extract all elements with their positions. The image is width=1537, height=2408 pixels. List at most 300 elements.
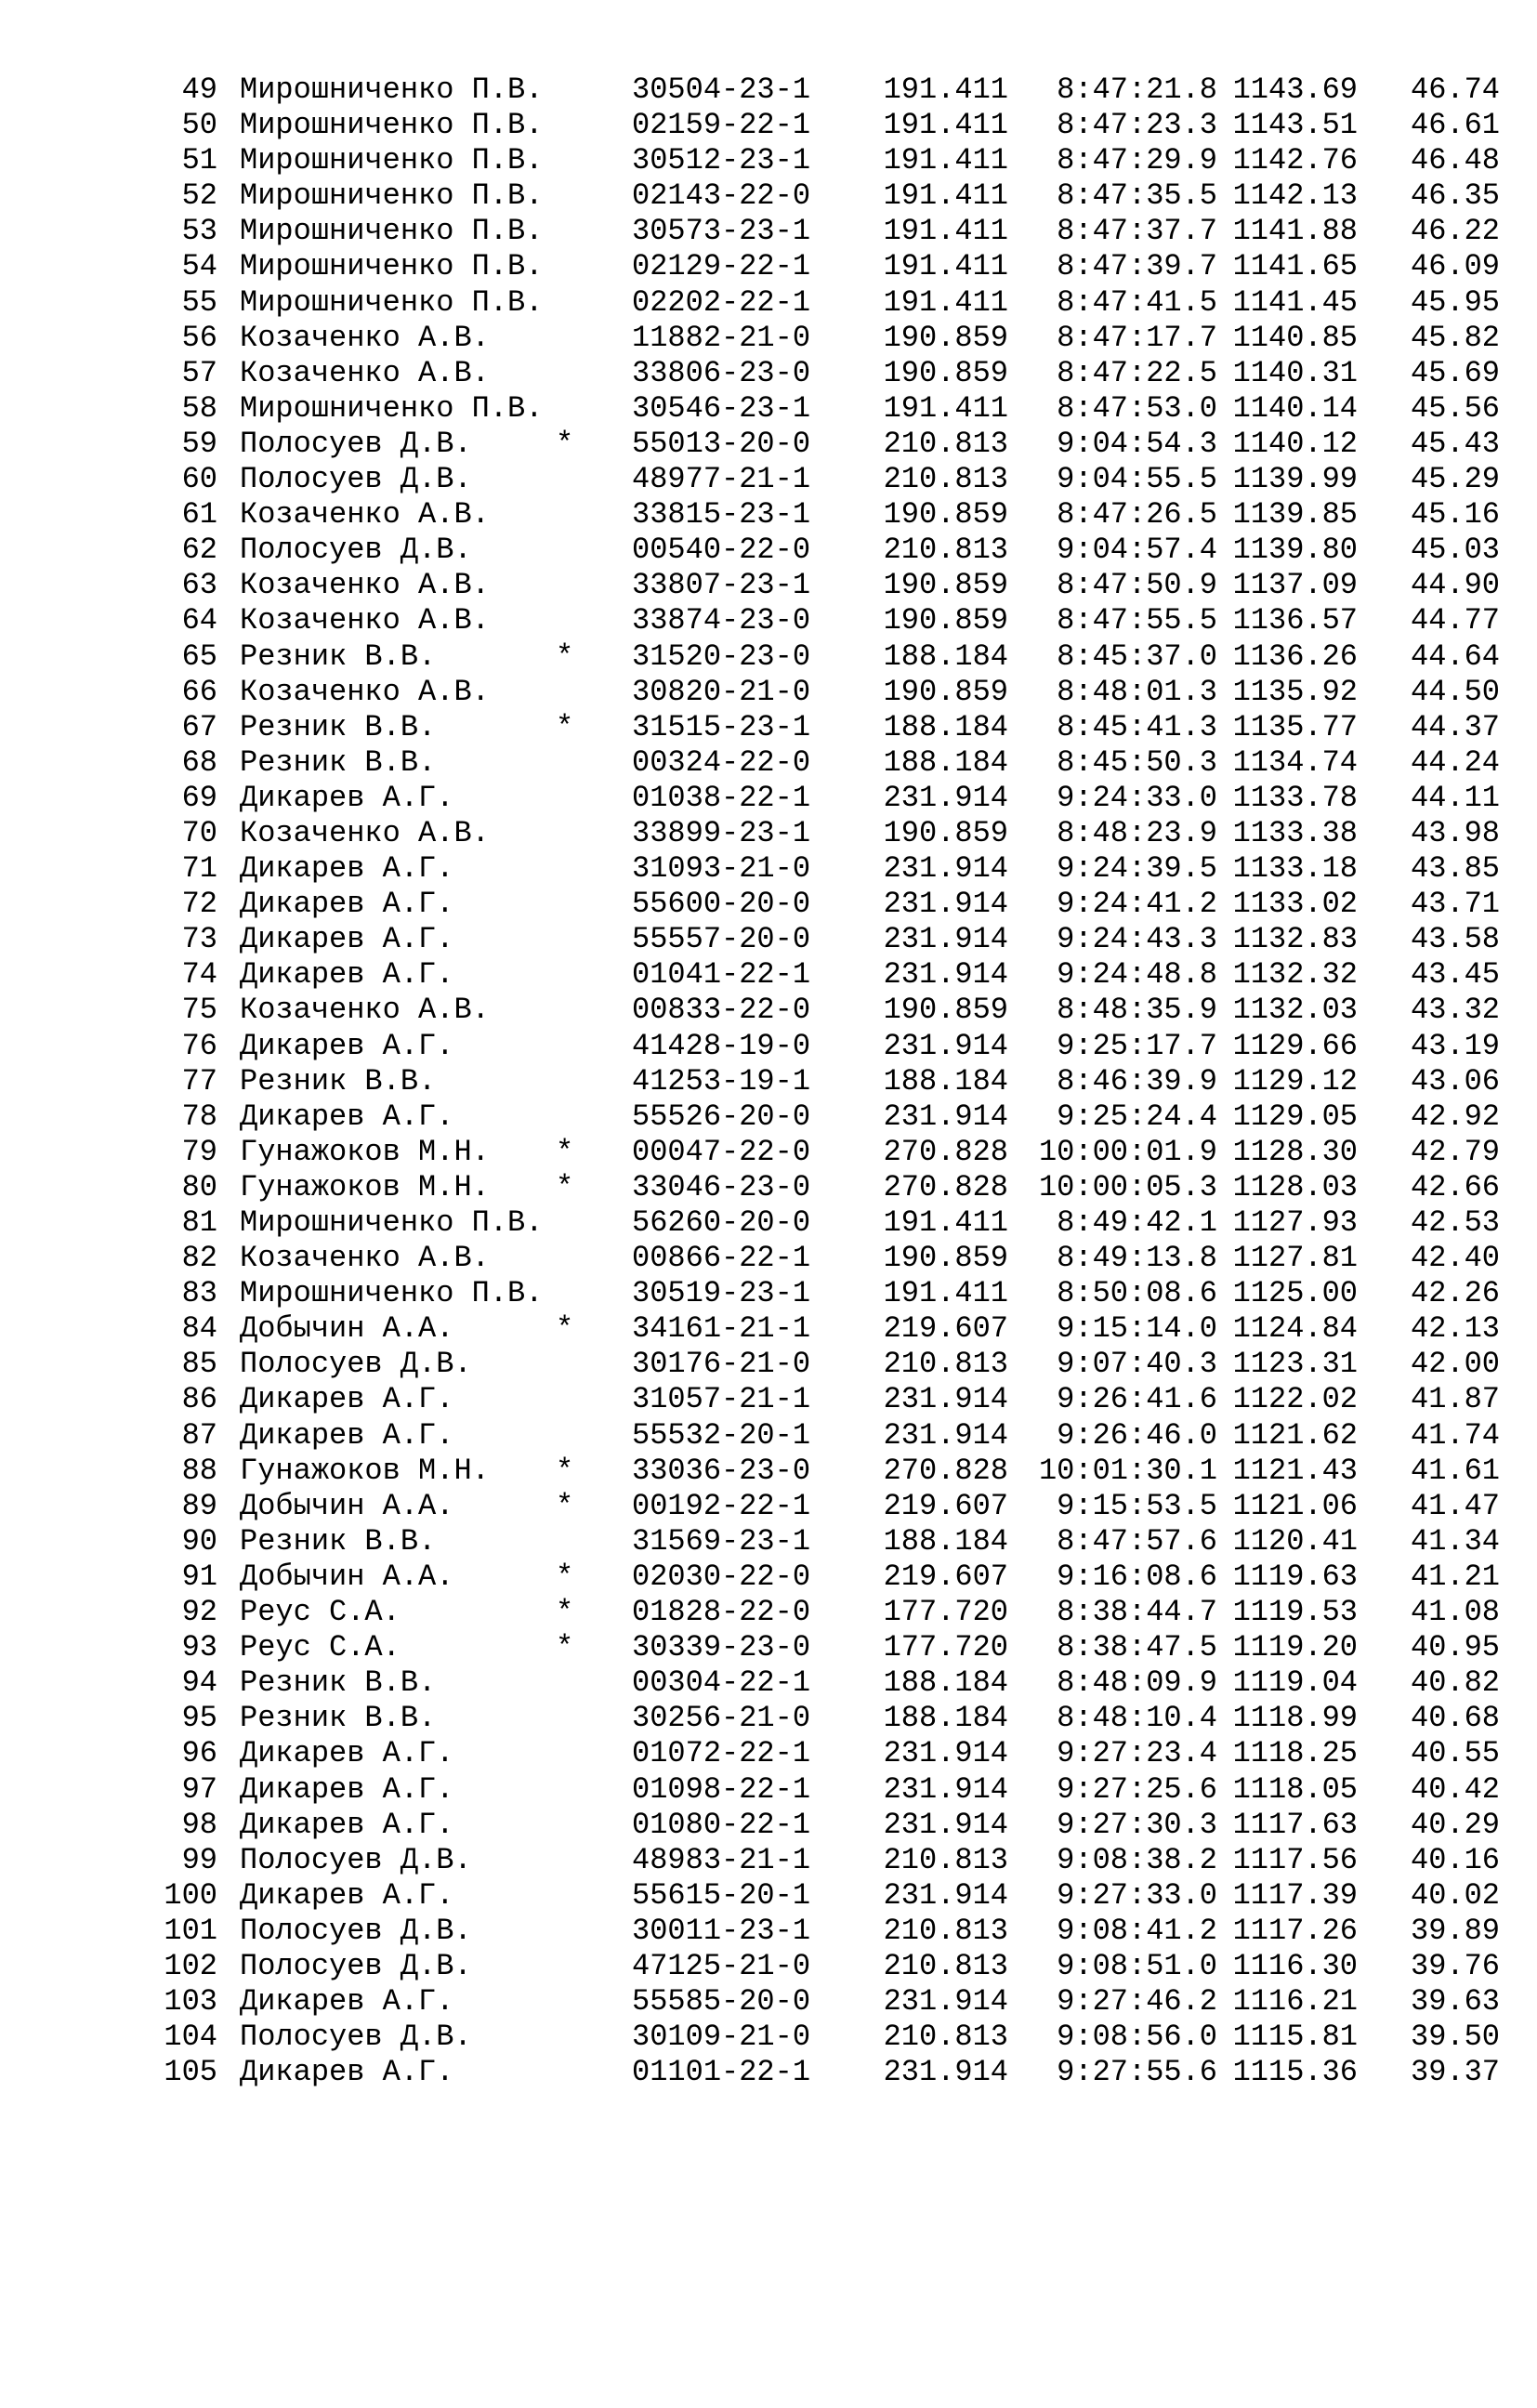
speed: 1118.99 — [1232, 1701, 1358, 1736]
distance: 210.813 — [883, 533, 1008, 568]
speed: 1117.63 — [1232, 1807, 1358, 1842]
arrival-time: 9:27:23.4 — [1057, 1736, 1217, 1771]
score: 42.92 — [1410, 1099, 1500, 1134]
distance: 177.720 — [883, 1630, 1008, 1665]
table-row — [0, 1595, 1537, 1630]
nominated-mark: * — [556, 638, 574, 674]
speed: 1132.32 — [1232, 957, 1358, 993]
place-number: 50 — [181, 108, 217, 143]
speed: 1125.00 — [1232, 1276, 1358, 1311]
arrival-time: 9:25:24.4 — [1057, 1099, 1217, 1134]
ring-number: 00324-22-0 — [632, 744, 811, 780]
table-row — [0, 1099, 1537, 1135]
owner-name: Полосуев Д.В. — [240, 462, 472, 497]
arrival-time: 8:47:21.8 — [1057, 72, 1217, 107]
table-row — [0, 675, 1537, 710]
score: 46.48 — [1410, 143, 1500, 178]
owner-name: Мирошниченко П.В. — [240, 390, 544, 426]
owner-name: Мирошниченко П.В. — [240, 249, 544, 284]
place-number: 57 — [181, 355, 217, 390]
arrival-time: 9:08:41.2 — [1057, 1913, 1217, 1948]
place-number: 61 — [181, 497, 217, 533]
place-number: 84 — [181, 1311, 217, 1347]
speed: 1132.83 — [1232, 922, 1358, 957]
results-table — [0, 72, 1537, 2090]
score: 45.95 — [1410, 284, 1500, 320]
score: 45.56 — [1410, 390, 1500, 426]
owner-name: Козаченко А.В. — [240, 1241, 490, 1276]
ring-number: 30546-23-1 — [632, 390, 811, 426]
distance: 190.859 — [883, 993, 1008, 1028]
ring-number: 33815-23-1 — [632, 497, 811, 533]
score: 42.66 — [1410, 1169, 1500, 1204]
owner-name: Козаченко А.В. — [240, 355, 490, 390]
ring-number: 33899-23-1 — [632, 815, 811, 850]
score: 44.64 — [1410, 638, 1500, 674]
table-row — [0, 1276, 1537, 1311]
speed: 1115.36 — [1232, 2055, 1358, 2090]
ring-number: 41428-19-0 — [632, 1028, 811, 1063]
score: 45.82 — [1410, 320, 1500, 355]
owner-name: Добычин А.А. — [240, 1488, 454, 1523]
table-row — [0, 108, 1537, 143]
score: 41.08 — [1410, 1595, 1500, 1630]
nominated-mark: * — [556, 1169, 574, 1204]
table-row — [0, 887, 1537, 922]
place-number: 89 — [181, 1488, 217, 1523]
arrival-time: 9:16:08.6 — [1057, 1559, 1217, 1594]
ring-number: 30339-23-0 — [632, 1630, 811, 1665]
distance: 190.859 — [883, 497, 1008, 533]
score: 40.68 — [1410, 1701, 1500, 1736]
table-row — [0, 462, 1537, 497]
arrival-time: 8:47:50.9 — [1057, 568, 1217, 603]
place-number: 77 — [181, 1063, 217, 1099]
score: 42.40 — [1410, 1241, 1500, 1276]
distance: 231.914 — [883, 1807, 1008, 1842]
score: 41.34 — [1410, 1523, 1500, 1559]
arrival-time: 9:15:14.0 — [1057, 1311, 1217, 1347]
table-row — [0, 639, 1537, 675]
arrival-time: 8:49:13.8 — [1057, 1241, 1217, 1276]
place-number: 105 — [164, 2055, 217, 2090]
place-number: 98 — [181, 1807, 217, 1842]
distance: 190.859 — [883, 815, 1008, 850]
place-number: 64 — [181, 603, 217, 638]
place-number: 70 — [181, 815, 217, 850]
score: 42.53 — [1410, 1205, 1500, 1240]
speed: 1119.04 — [1232, 1665, 1358, 1701]
table-row — [0, 1029, 1537, 1064]
ring-number: 30504-23-1 — [632, 72, 811, 107]
score: 43.85 — [1410, 851, 1500, 887]
owner-name: Гунажоков М.Н. — [240, 1169, 490, 1204]
ring-number: 33036-23-0 — [632, 1453, 811, 1488]
place-number: 74 — [181, 957, 217, 993]
ring-number: 00866-22-1 — [632, 1241, 811, 1276]
arrival-time: 8:47:55.5 — [1057, 603, 1217, 638]
ring-number: 33807-23-1 — [632, 568, 811, 603]
table-row — [0, 1701, 1537, 1736]
owner-name: Дикарев А.Г. — [240, 1807, 454, 1842]
owner-name: Дикарев А.Г. — [240, 1099, 454, 1134]
owner-name: Мирошниченко П.В. — [240, 1205, 544, 1240]
distance: 188.184 — [883, 1701, 1008, 1736]
score: 46.74 — [1410, 72, 1500, 107]
owner-name: Полосуев Д.В. — [240, 1347, 472, 1382]
arrival-time: 9:08:51.0 — [1057, 1948, 1217, 1983]
ring-number: 01098-22-1 — [632, 1771, 811, 1807]
arrival-time: 8:47:17.7 — [1057, 320, 1217, 355]
ring-number: 00047-22-0 — [632, 1134, 811, 1169]
speed: 1121.43 — [1232, 1453, 1358, 1488]
speed: 1137.09 — [1232, 568, 1358, 603]
table-row — [0, 1241, 1537, 1276]
speed: 1142.13 — [1232, 178, 1358, 214]
score: 45.03 — [1410, 533, 1500, 568]
speed: 1122.02 — [1232, 1382, 1358, 1417]
speed: 1133.78 — [1232, 780, 1358, 815]
owner-name: Козаченко А.В. — [240, 568, 490, 603]
place-number: 81 — [181, 1205, 217, 1240]
arrival-time: 8:47:29.9 — [1057, 143, 1217, 178]
place-number: 103 — [164, 1984, 217, 2020]
table-row — [0, 1382, 1537, 1417]
distance: 190.859 — [883, 568, 1008, 603]
score: 43.98 — [1410, 815, 1500, 850]
speed: 1136.26 — [1232, 638, 1358, 674]
score: 46.35 — [1410, 178, 1500, 214]
table-row — [0, 781, 1537, 816]
table-row — [0, 1454, 1537, 1489]
speed: 1141.45 — [1232, 284, 1358, 320]
speed: 1119.20 — [1232, 1630, 1358, 1665]
score: 40.42 — [1410, 1771, 1500, 1807]
distance: 231.914 — [883, 1028, 1008, 1063]
speed: 1121.62 — [1232, 1417, 1358, 1453]
ring-number: 48977-21-1 — [632, 462, 811, 497]
owner-name: Полосуев Д.В. — [240, 1948, 472, 1983]
distance: 210.813 — [883, 1913, 1008, 1948]
distance: 191.411 — [883, 72, 1008, 107]
table-row — [0, 1736, 1537, 1771]
speed: 1129.66 — [1232, 1028, 1358, 1063]
table-row — [0, 568, 1537, 603]
ring-number: 47125-21-0 — [632, 1948, 811, 1983]
distance: 191.411 — [883, 143, 1008, 178]
speed: 1118.05 — [1232, 1771, 1358, 1807]
ring-number: 55600-20-0 — [632, 887, 811, 922]
score: 43.58 — [1410, 922, 1500, 957]
ring-number: 41253-19-1 — [632, 1063, 811, 1099]
distance: 190.859 — [883, 355, 1008, 390]
score: 44.90 — [1410, 568, 1500, 603]
ring-number: 00833-22-0 — [632, 993, 811, 1028]
owner-name: Дикарев А.Г. — [240, 887, 454, 922]
ring-number: 55557-20-0 — [632, 922, 811, 957]
score: 44.11 — [1410, 780, 1500, 815]
table-row — [0, 1135, 1537, 1170]
distance: 191.411 — [883, 214, 1008, 249]
table-row — [0, 1311, 1537, 1347]
ring-number: 55585-20-0 — [632, 1984, 811, 2020]
ring-number: 33874-23-0 — [632, 603, 811, 638]
speed: 1115.81 — [1232, 2020, 1358, 2055]
score: 43.19 — [1410, 1028, 1500, 1063]
distance: 231.914 — [883, 887, 1008, 922]
arrival-time: 8:48:09.9 — [1057, 1665, 1217, 1701]
speed: 1117.39 — [1232, 1877, 1358, 1913]
distance: 191.411 — [883, 1205, 1008, 1240]
ring-number: 30519-23-1 — [632, 1276, 811, 1311]
table-row — [0, 391, 1537, 427]
score: 40.02 — [1410, 1877, 1500, 1913]
ring-number: 01828-22-0 — [632, 1595, 811, 1630]
table-row — [0, 1914, 1537, 1949]
table-row — [0, 1064, 1537, 1099]
owner-name: Козаченко А.В. — [240, 603, 490, 638]
table-row — [0, 957, 1537, 993]
ring-number: 31093-21-0 — [632, 851, 811, 887]
score: 46.61 — [1410, 108, 1500, 143]
speed: 1140.31 — [1232, 355, 1358, 390]
ring-number: 48983-21-1 — [632, 1842, 811, 1877]
ring-number: 30573-23-1 — [632, 214, 811, 249]
score: 41.74 — [1410, 1417, 1500, 1453]
distance: 177.720 — [883, 1595, 1008, 1630]
score: 45.43 — [1410, 426, 1500, 461]
score: 41.61 — [1410, 1453, 1500, 1488]
arrival-time: 10:00:01.9 — [1038, 1134, 1217, 1169]
distance: 270.828 — [883, 1453, 1008, 1488]
place-number: 100 — [164, 1877, 217, 1913]
place-number: 88 — [181, 1453, 217, 1488]
distance: 231.914 — [883, 780, 1008, 815]
owner-name: Козаченко А.В. — [240, 320, 490, 355]
ring-number: 01041-22-1 — [632, 957, 811, 993]
place-number: 99 — [181, 1842, 217, 1877]
nominated-mark: * — [556, 1488, 574, 1523]
table-row — [0, 816, 1537, 851]
distance: 231.914 — [883, 922, 1008, 957]
score: 45.29 — [1410, 462, 1500, 497]
table-row — [0, 1949, 1537, 1984]
distance: 191.411 — [883, 390, 1008, 426]
speed: 1116.21 — [1232, 1984, 1358, 2020]
owner-name: Мирошниченко П.В. — [240, 108, 544, 143]
score: 43.06 — [1410, 1063, 1500, 1099]
arrival-time: 8:48:35.9 — [1057, 993, 1217, 1028]
arrival-time: 9:24:43.3 — [1057, 922, 1217, 957]
table-row — [0, 1205, 1537, 1241]
place-number: 49 — [181, 72, 217, 107]
distance: 231.914 — [883, 1877, 1008, 1913]
table-row — [0, 1808, 1537, 1843]
owner-name: Дикарев А.Г. — [240, 1736, 454, 1771]
score: 39.63 — [1410, 1984, 1500, 2020]
speed: 1141.65 — [1232, 249, 1358, 284]
place-number: 104 — [164, 2020, 217, 2055]
ring-number: 31057-21-1 — [632, 1382, 811, 1417]
distance: 231.914 — [883, 1417, 1008, 1453]
arrival-time: 9:24:39.5 — [1057, 851, 1217, 887]
speed: 1129.12 — [1232, 1063, 1358, 1099]
speed: 1117.26 — [1232, 1913, 1358, 1948]
owner-name: Мирошниченко П.В. — [240, 1276, 544, 1311]
place-number: 94 — [181, 1665, 217, 1701]
table-row — [0, 143, 1537, 178]
owner-name: Полосуев Д.В. — [240, 1913, 472, 1948]
owner-name: Резник В.В. — [240, 1665, 437, 1701]
speed: 1121.06 — [1232, 1488, 1358, 1523]
place-number: 83 — [181, 1276, 217, 1311]
owner-name: Мирошниченко П.В. — [240, 284, 544, 320]
table-row — [0, 427, 1537, 462]
arrival-time: 8:47:39.7 — [1057, 249, 1217, 284]
speed: 1132.03 — [1232, 993, 1358, 1028]
table-row — [0, 321, 1537, 356]
owner-name: Дикарев А.Г. — [240, 1877, 454, 1913]
speed: 1141.88 — [1232, 214, 1358, 249]
score: 40.55 — [1410, 1736, 1500, 1771]
speed: 1129.05 — [1232, 1099, 1358, 1134]
ring-number: 01072-22-1 — [632, 1736, 811, 1771]
distance: 188.184 — [883, 638, 1008, 674]
arrival-time: 8:47:37.7 — [1057, 214, 1217, 249]
table-row — [0, 1418, 1537, 1454]
nominated-mark: * — [556, 1453, 574, 1488]
arrival-time: 8:47:23.3 — [1057, 108, 1217, 143]
place-number: 54 — [181, 249, 217, 284]
score: 42.79 — [1410, 1134, 1500, 1169]
ring-number: 01080-22-1 — [632, 1807, 811, 1842]
score: 45.16 — [1410, 497, 1500, 533]
nominated-mark: * — [556, 1595, 574, 1630]
place-number: 75 — [181, 993, 217, 1028]
ring-number: 02202-22-1 — [632, 284, 811, 320]
arrival-time: 8:47:41.5 — [1057, 284, 1217, 320]
table-row — [0, 1772, 1537, 1808]
distance: 219.607 — [883, 1311, 1008, 1347]
owner-name: Дикарев А.Г. — [240, 1382, 454, 1417]
owner-name: Козаченко А.В. — [240, 993, 490, 1028]
arrival-time: 9:07:40.3 — [1057, 1347, 1217, 1382]
speed: 1139.80 — [1232, 533, 1358, 568]
ring-number: 55615-20-1 — [632, 1877, 811, 1913]
arrival-time: 8:48:01.3 — [1057, 674, 1217, 709]
speed: 1128.03 — [1232, 1169, 1358, 1204]
score: 45.69 — [1410, 355, 1500, 390]
arrival-time: 8:38:44.7 — [1057, 1595, 1217, 1630]
owner-name: Гунажоков М.Н. — [240, 1134, 490, 1169]
speed: 1133.18 — [1232, 851, 1358, 887]
score: 39.37 — [1410, 2055, 1500, 2090]
arrival-time: 8:49:42.1 — [1057, 1205, 1217, 1240]
distance: 219.607 — [883, 1488, 1008, 1523]
owner-name: Дикарев А.Г. — [240, 922, 454, 957]
owner-name: Резник В.В. — [240, 744, 437, 780]
score: 42.13 — [1410, 1311, 1500, 1347]
place-number: 63 — [181, 568, 217, 603]
speed: 1124.84 — [1232, 1311, 1358, 1347]
place-number: 79 — [181, 1134, 217, 1169]
owner-name: Резник В.В. — [240, 1523, 437, 1559]
distance: 191.411 — [883, 108, 1008, 143]
speed: 1119.53 — [1232, 1595, 1358, 1630]
arrival-time: 9:24:41.2 — [1057, 887, 1217, 922]
ring-number: 56260-20-0 — [632, 1205, 811, 1240]
arrival-time: 8:48:23.9 — [1057, 815, 1217, 850]
place-number: 78 — [181, 1099, 217, 1134]
arrival-time: 9:04:54.3 — [1057, 426, 1217, 461]
arrival-time: 9:26:46.0 — [1057, 1417, 1217, 1453]
arrival-time: 9:27:25.6 — [1057, 1771, 1217, 1807]
ring-number: 11882-21-0 — [632, 320, 811, 355]
speed: 1118.25 — [1232, 1736, 1358, 1771]
arrival-time: 10:00:05.3 — [1038, 1169, 1217, 1204]
nominated-mark: * — [556, 1630, 574, 1665]
distance: 190.859 — [883, 674, 1008, 709]
ring-number: 33806-23-0 — [632, 355, 811, 390]
owner-name: Полосуев Д.В. — [240, 1842, 472, 1877]
owner-name: Козаченко А.В. — [240, 497, 490, 533]
owner-name: Дикарев А.Г. — [240, 851, 454, 887]
score: 44.24 — [1410, 744, 1500, 780]
score: 46.09 — [1410, 249, 1500, 284]
speed: 1140.85 — [1232, 320, 1358, 355]
score: 41.21 — [1410, 1559, 1500, 1594]
ring-number: 55526-20-0 — [632, 1099, 811, 1134]
owner-name: Дикарев А.Г. — [240, 957, 454, 993]
score: 43.45 — [1410, 957, 1500, 993]
ring-number: 30820-21-0 — [632, 674, 811, 709]
nominated-mark: * — [556, 709, 574, 744]
speed: 1139.99 — [1232, 462, 1358, 497]
speed: 1139.85 — [1232, 497, 1358, 533]
place-number: 59 — [181, 426, 217, 461]
ring-number: 30176-21-0 — [632, 1347, 811, 1382]
score: 42.00 — [1410, 1347, 1500, 1382]
ring-number: 02030-22-0 — [632, 1559, 811, 1594]
owner-name: Полосуев Д.В. — [240, 533, 472, 568]
distance: 231.914 — [883, 1099, 1008, 1134]
place-number: 101 — [164, 1913, 217, 1948]
speed: 1135.92 — [1232, 674, 1358, 709]
place-number: 71 — [181, 851, 217, 887]
distance: 231.914 — [883, 1736, 1008, 1771]
place-number: 82 — [181, 1241, 217, 1276]
owner-name: Резник В.В. — [240, 1701, 437, 1736]
place-number: 85 — [181, 1347, 217, 1382]
table-row — [0, 72, 1537, 108]
score: 39.89 — [1410, 1913, 1500, 1948]
arrival-time: 8:47:35.5 — [1057, 178, 1217, 214]
score: 44.37 — [1410, 709, 1500, 744]
speed: 1120.41 — [1232, 1523, 1358, 1559]
speed: 1128.30 — [1232, 1134, 1358, 1169]
table-row — [0, 1347, 1537, 1382]
place-number: 80 — [181, 1169, 217, 1204]
place-number: 72 — [181, 887, 217, 922]
table-row — [0, 603, 1537, 638]
table-row — [0, 1630, 1537, 1665]
distance: 191.411 — [883, 249, 1008, 284]
arrival-time: 8:47:26.5 — [1057, 497, 1217, 533]
ring-number: 31569-23-1 — [632, 1523, 811, 1559]
place-number: 102 — [164, 1948, 217, 1983]
place-number: 86 — [181, 1382, 217, 1417]
owner-name: Дикарев А.Г. — [240, 1028, 454, 1063]
